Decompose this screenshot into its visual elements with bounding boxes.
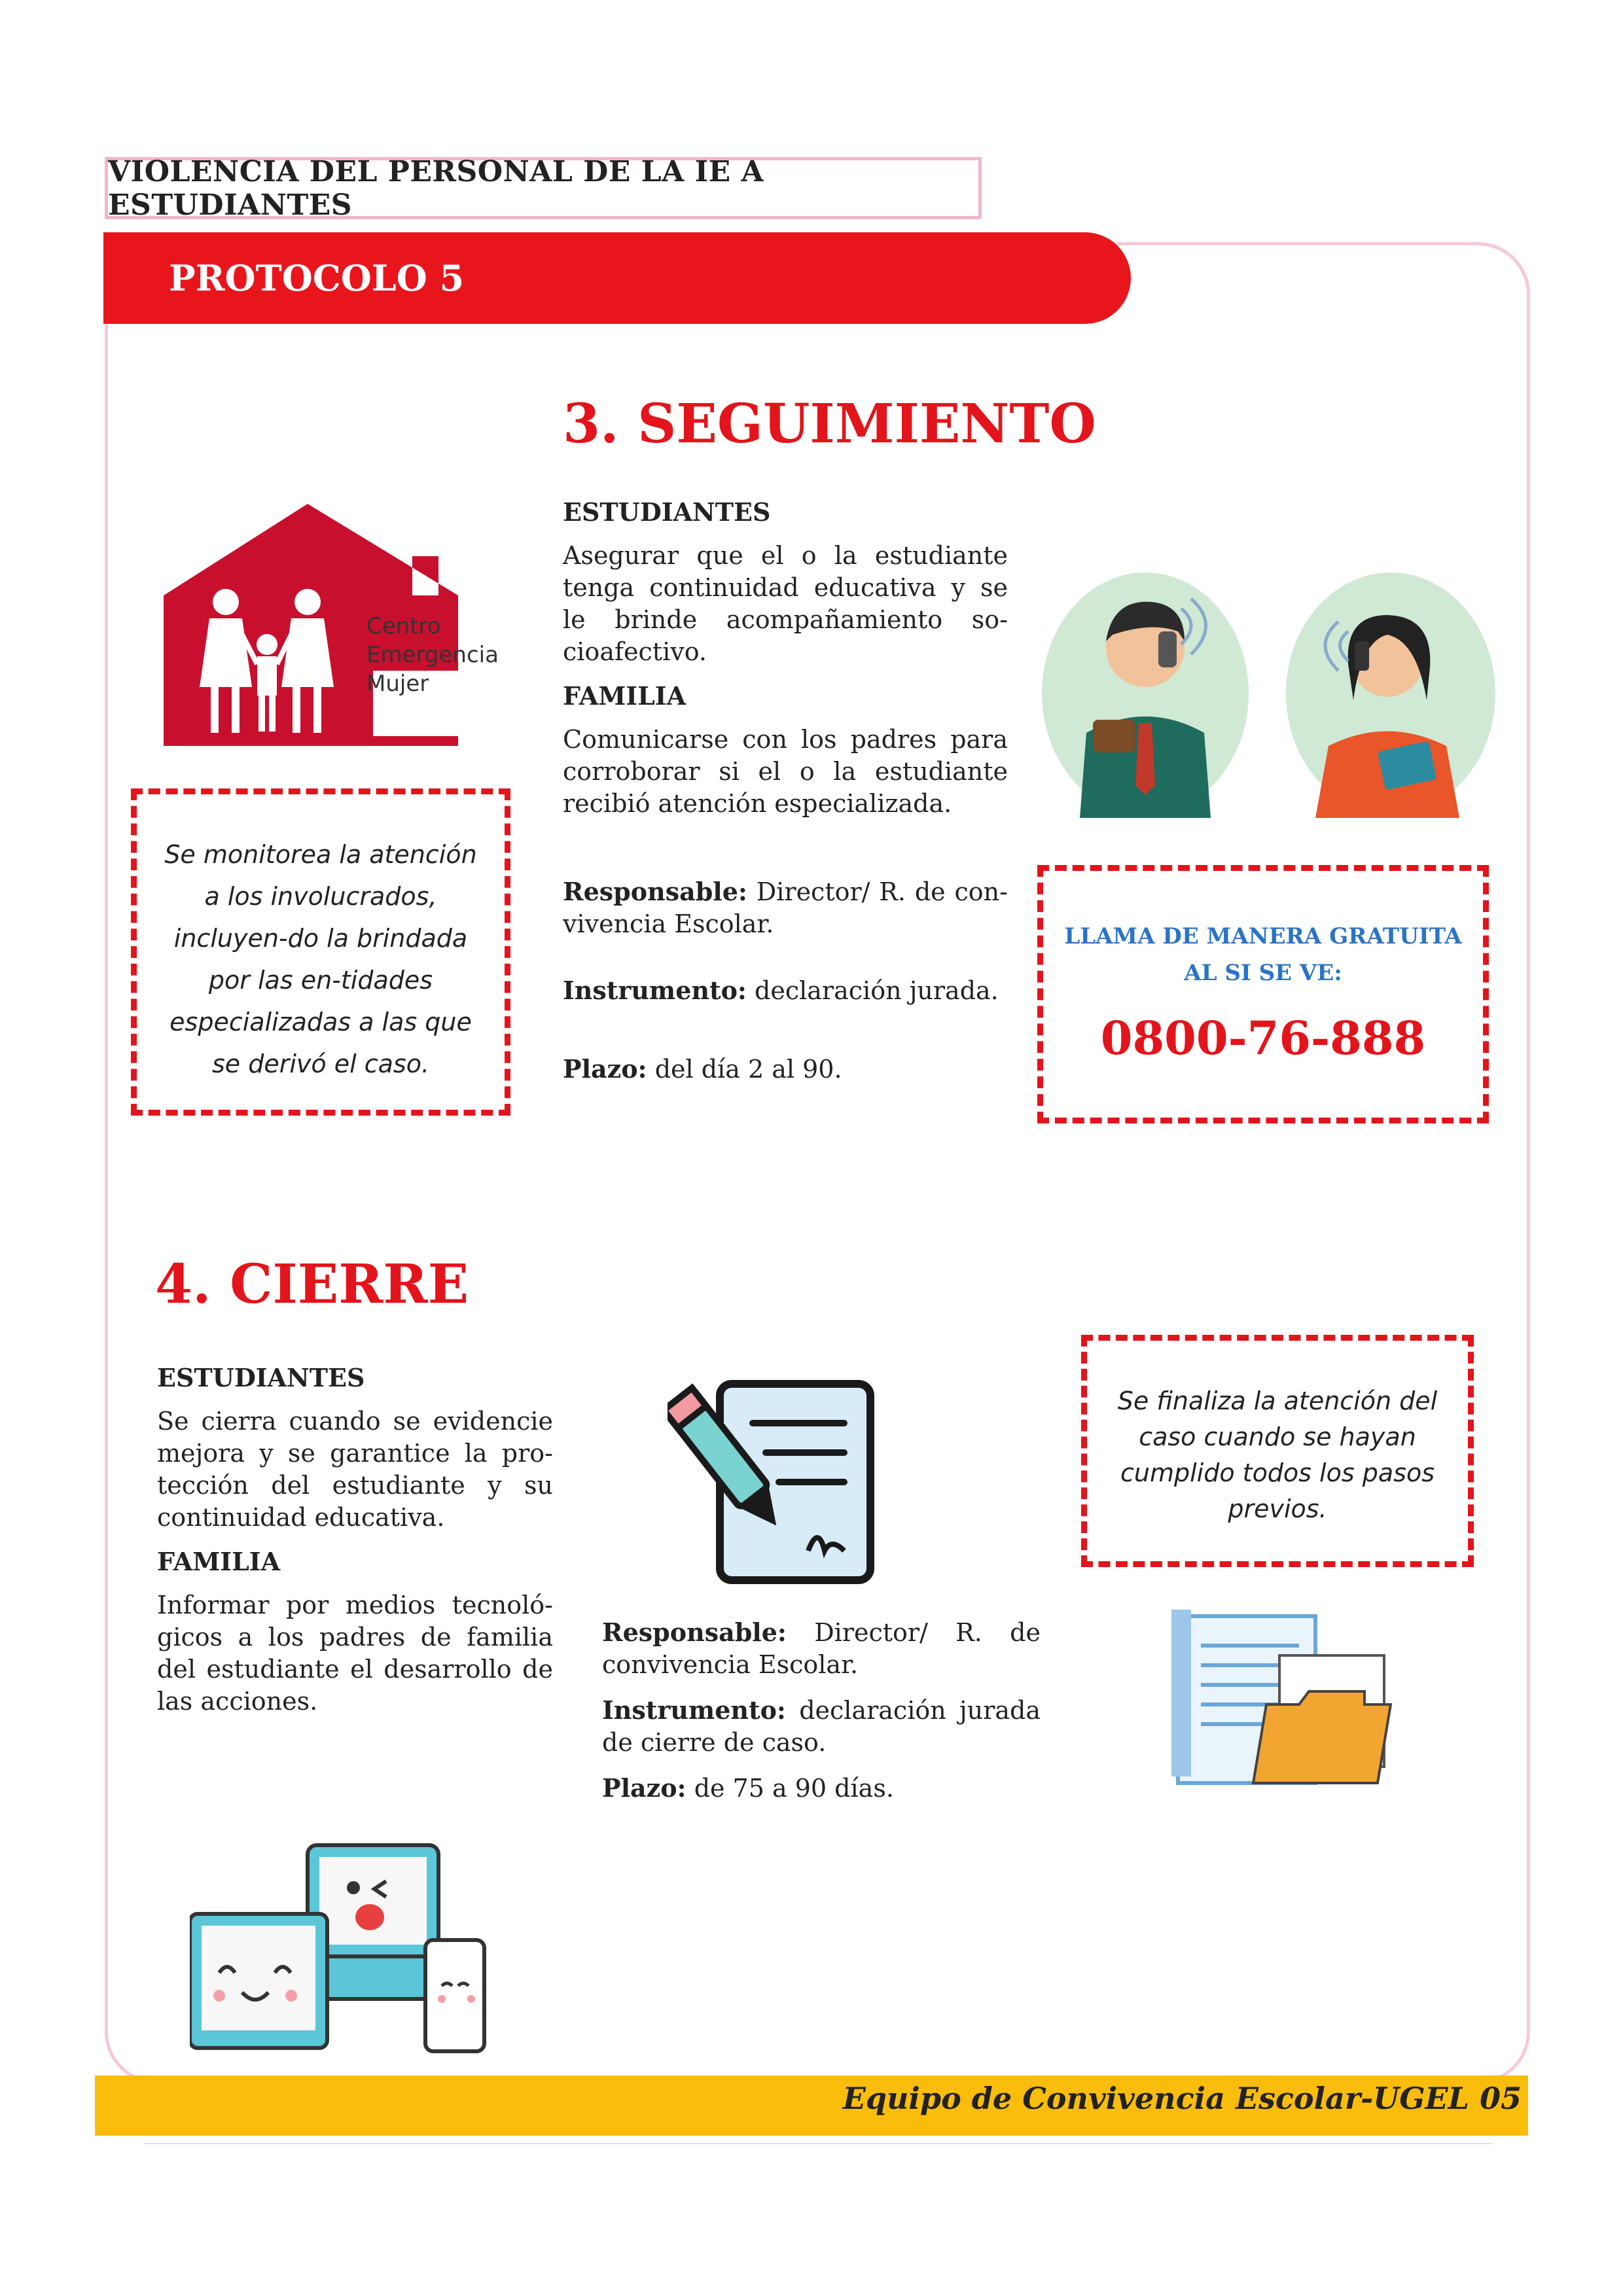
cierre-plazo-label: Plazo: <box>602 1773 687 1803</box>
seguimiento-students-text: Asegurar que el o la estudiante tenga continuidad educativa y se le brinde acompañamiento so-cioafectivo. <box>563 541 1008 666</box>
cierre-family-text: Informar por medios tecnoló-gicos a los padres de familia del estudiante el desarrollo de las acciones. <box>157 1591 553 1716</box>
document-pen-illustration <box>668 1374 883 1590</box>
cierre-responsable-label: Responsable: <box>602 1617 787 1647</box>
seguimiento-plazo <box>563 1053 1008 1086</box>
seguimiento-responsable-value: Director/ R. de con-vivencia Escolar. <box>563 877 1008 938</box>
seguimiento-plazo-value: del día 2 al 90. <box>654 1055 842 1084</box>
cierre-note-box <box>1081 1335 1474 1567</box>
seguimiento-instrumento-label: Instrumento: <box>563 976 747 1005</box>
hotline-number[interactable]: 0800-76-888 <box>1100 1011 1426 1065</box>
folder-documents-icon <box>1168 1606 1404 1790</box>
devices-illustration-icon <box>190 1832 491 2055</box>
cem-logo-text <box>366 612 499 698</box>
hotline-title-1: LLAMA DE MANERA GRATUITA <box>1064 923 1462 949</box>
seguimiento-note-box <box>131 788 510 1116</box>
cierre-note-text: Se finaliza la atención del caso cuando se hayan cumplido todos los pasos previos. <box>1117 1386 1438 1523</box>
protocol-banner <box>103 232 1131 324</box>
cierre-instrumento-value: declaración jurada de cierre de caso. <box>602 1696 1041 1757</box>
seguimiento-plazo-label: Plazo: <box>563 1054 647 1084</box>
cierre-responsable-value: Director/ R. de convivencia Escolar. <box>602 1618 1041 1679</box>
seguimiento-responsable <box>563 875 1008 940</box>
cierre-instrumento <box>602 1694 1041 1759</box>
cem-logo-line1: Centro <box>366 613 441 639</box>
seguimiento-students-label: ESTUDIANTES <box>563 497 771 527</box>
document-pen-icon <box>668 1374 883 1590</box>
folder-documents-illustration <box>1168 1606 1404 1790</box>
cierre-family-label: FAMILIA <box>157 1547 281 1576</box>
seguimiento-family-text: Comunicarse con los padres para corroborar si el o la estudiante recibió atención especializada. <box>563 725 1008 818</box>
cem-logo-line2: Emergencia <box>366 642 499 668</box>
page-title: VIOLENCIA DEL PERSONAL DE LA IE A ESTUDIANTES <box>105 157 982 219</box>
phone-call-illustration-icon <box>1041 569 1499 818</box>
cem-logo-line3: Mujer <box>366 671 429 697</box>
seguimiento-instrumento-value: declaración jurada. <box>755 976 999 1005</box>
footer-divider <box>144 2143 1492 2144</box>
footer-text: Equipo de Convivencia Escolar-UGEL 05 <box>842 2081 1522 2116</box>
cem-logo <box>164 504 499 752</box>
cierre-students-label: ESTUDIANTES <box>157 1363 365 1392</box>
cierre-responsable <box>602 1616 1041 1681</box>
protocol-banner-label: PROTOCOLO 5 <box>169 257 465 299</box>
cierre-instrumento-label: Instrumento: <box>602 1695 786 1725</box>
cierre-text-column <box>157 1363 553 1718</box>
seguimiento-family-label: FAMILIA <box>563 681 687 711</box>
seguimiento-text-column <box>563 497 1008 1086</box>
devices-illustration <box>190 1832 491 2055</box>
cierre-plazo-value: de 75 a 90 días. <box>694 1774 894 1803</box>
cierre-students-text: Se cierra cuando se evidencie mejora y se garantice la pro-tección del estudiante y su continuidad educativa. <box>157 1407 553 1532</box>
seguimiento-responsable-label: Responsable: <box>563 877 747 906</box>
cierre-details <box>602 1616 1041 1805</box>
seguimiento-note-text: Se monitorea la atención a los involucrados, incluyen-do la brindada por las en-tidades especializadas a las que se derivó el caso. <box>164 840 477 1078</box>
cierre-heading: 4. CIERRE <box>155 1253 469 1316</box>
hotline-title-2: AL SI SE VE: <box>1184 960 1342 986</box>
seguimiento-instrumento <box>563 974 1008 1007</box>
hotline-box <box>1037 865 1489 1123</box>
phone-call-illustration <box>1041 569 1499 818</box>
seguimiento-heading: 3. SEGUIMIENTO <box>563 393 1096 455</box>
cierre-plazo <box>602 1772 1041 1805</box>
